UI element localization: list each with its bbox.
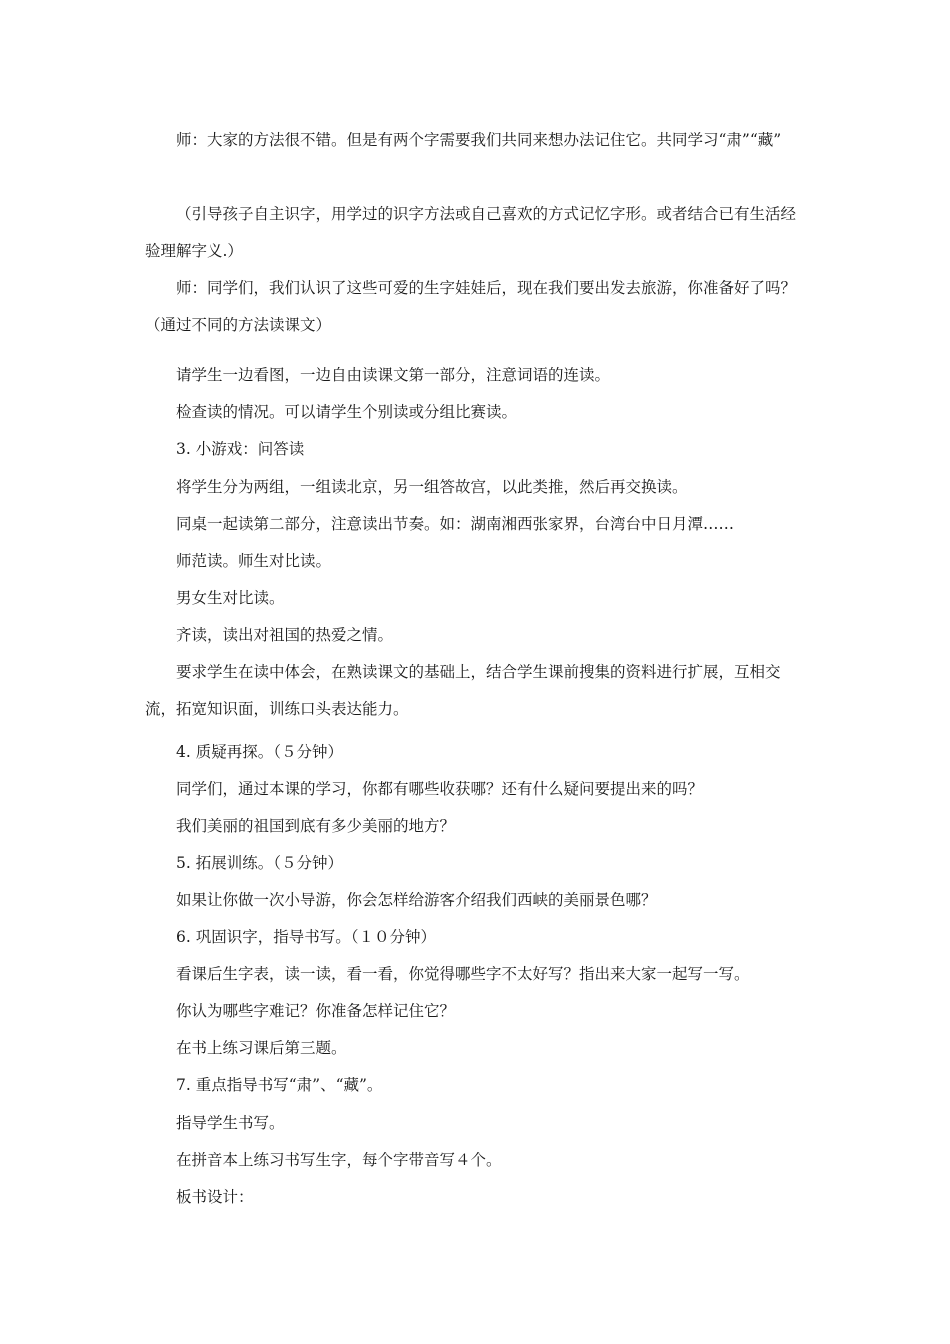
paragraph-gains-questions: 同学们，通过本课的学习，你都有哪些收获哪？还有什么疑问要提出来的吗？ <box>176 780 704 798</box>
paragraph-exercise-three: 在书上练习课后第三题。 <box>176 1039 347 1057</box>
heading-board-design: 板书设计： <box>176 1188 254 1206</box>
paragraph-group-reading: 将学生分为两组，一组读北京，另一组答故宫，以此类推，然后再交换读。 <box>176 478 688 496</box>
paragraph-teacher-method: 师：大家的方法很不错。但是有两个字需要我们共同来想办法记住它。共同学习“肃”“藏” <box>176 131 782 149</box>
paragraph-boys-girls-reading: 男女生对比读。 <box>176 589 285 607</box>
paragraph-character-table: 看课后生字表，读一读，看一看，你觉得哪些字不太好写？指出来大家一起写一写。 <box>176 965 750 983</box>
heading-question-explore: 4. 质疑再探。（５分钟） <box>176 743 343 761</box>
paragraph-desk-mate-reading: 同桌一起读第二部分，注意读出节奏。如：湖南湘西张家界，台湾台中日月潭…… <box>176 515 735 533</box>
paragraph-check-reading: 检查读的情况。可以请学生个别读或分组比赛读。 <box>176 403 518 421</box>
paragraph-guide-writing: 指导学生书写。 <box>176 1114 285 1132</box>
paragraph-teacher-travel: 师：同学们，我们认识了这些可爱的生字娃娃后，现在我们要出发去旅游，你准备好了吗？（通过不同的方法读课文） <box>145 279 797 334</box>
paragraph-pinyin-practice: 在拼音本上练习书写生字，每个字带音写４个。 <box>176 1151 502 1169</box>
paragraph-chorus-reading: 齐读，读出对祖国的热爱之情。 <box>176 626 394 644</box>
heading-key-writing: 7. 重点指导书写“肃”、“藏”。 <box>176 1076 383 1094</box>
paragraph-hard-characters: 你认为哪些字难记？你准备怎样记住它？ <box>176 1002 456 1020</box>
paragraph-expand-knowledge: 要求学生在读中体会，在熟读课文的基础上，结合学生课前搜集的资料进行扩展，互相交流，拓宽知识面，训练口头表达能力。 <box>145 663 781 718</box>
paragraph-beautiful-places: 我们美丽的祖国到底有多少美丽的地方？ <box>176 817 456 835</box>
heading-expansion-training: 5. 拓展训练。（５分钟） <box>176 854 343 872</box>
heading-mini-game: 3. 小游戏：问答读 <box>176 440 305 458</box>
heading-consolidate-writing: 6. 巩固识字，指导书写。（１０分钟） <box>176 928 436 946</box>
paragraph-read-part-one: 请学生一边看图，一边自由读课文第一部分，注意词语的连读。 <box>176 366 611 384</box>
paragraph-tour-guide: 如果让你做一次小导游，你会怎样给游客介绍我们西峡的美丽景色哪？ <box>176 891 657 909</box>
paragraph-model-reading: 师范读。师生对比读。 <box>176 552 332 570</box>
paragraph-guide-literacy: （引导孩子自主识字，用学过的识字方法或自己喜欢的方式记忆字形。或者结合已有生活经验理解字义.） <box>145 205 797 260</box>
